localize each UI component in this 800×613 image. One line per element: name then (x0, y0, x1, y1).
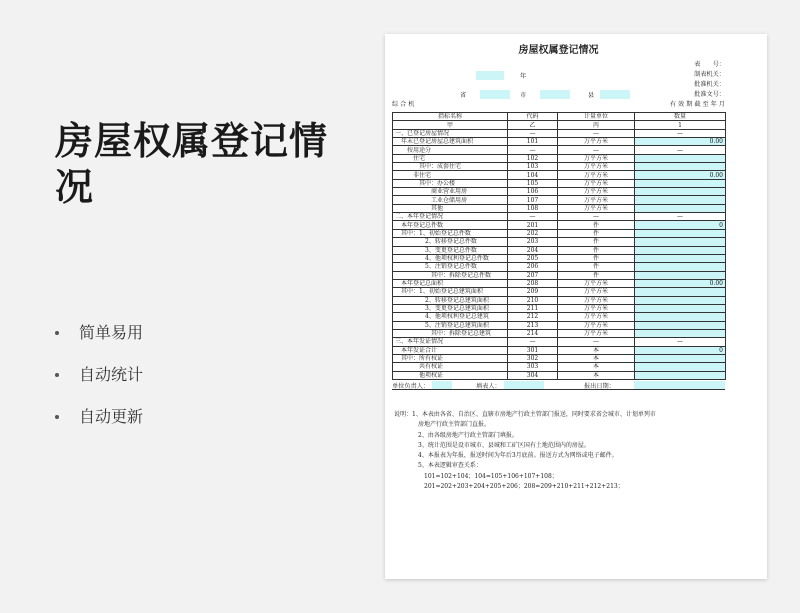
signature-row (392, 380, 725, 390)
row-unit: 万平方米 (558, 188, 635, 196)
row-unit: 件 (558, 246, 635, 254)
feature-label: 简单易用 (79, 323, 144, 342)
bullet-icon (55, 373, 59, 377)
table-row (393, 229, 726, 237)
table-row (393, 279, 726, 287)
row-name: 2、转移登记总建筑面积 (393, 296, 508, 304)
row-code: — (508, 338, 558, 346)
row-name: 工业仓储用房 (393, 196, 508, 204)
city-label: 市 (520, 92, 527, 99)
row-unit: 本 (558, 354, 635, 362)
row-name: 本年登记总件数 (393, 221, 508, 229)
row-unit: — (558, 338, 635, 346)
row-unit: 本 (558, 363, 635, 371)
row-unit: 件 (558, 263, 635, 271)
table-row (393, 154, 726, 162)
row-code: — (508, 146, 558, 154)
row-code: — (508, 213, 558, 221)
row-code: 203 (508, 238, 558, 246)
header-name: 指标名称 (393, 113, 508, 121)
row-name: 3、变更登记总件数 (393, 246, 508, 254)
row-name: 共有权证 (393, 363, 508, 371)
row-code: 205 (508, 254, 558, 262)
table-row (393, 313, 726, 321)
row-code: 102 (508, 154, 558, 162)
row-unit: 万平方米 (558, 321, 635, 329)
row-code: 108 (508, 204, 558, 212)
row-qty[interactable]: 0.00 (635, 279, 726, 287)
feature-item (52, 312, 143, 354)
row-code: 201 (508, 221, 558, 229)
row-qty[interactable] (635, 363, 726, 371)
row-qty: — (635, 338, 726, 346)
feature-item (52, 354, 143, 396)
row-unit: 万平方米 (558, 171, 635, 179)
row-name: 2、转移登记总件数 (393, 238, 508, 246)
row-code: 209 (508, 288, 558, 296)
row-unit: 万平方米 (558, 329, 635, 337)
row-code: 211 (508, 304, 558, 312)
row-name: 4、他项权利登记总建筑 (393, 313, 508, 321)
table-row (393, 329, 726, 337)
row-name: 非住宅 (393, 171, 508, 179)
register-table (392, 112, 726, 380)
meta-approval-no: 批准文号： (694, 91, 725, 98)
note-line: 5、本表逻辑审查关系： (418, 462, 482, 470)
row-qty[interactable] (635, 163, 726, 171)
row-name: 其中：1、初始登记总件数 (393, 229, 508, 237)
table-row (393, 171, 726, 179)
table-row (393, 263, 726, 271)
table-row (393, 146, 726, 154)
note-line: 3、统计范围是设市城市、县城和工矿区国有土地范围内的房屋。 (418, 441, 590, 449)
row-unit: 万平方米 (558, 163, 635, 171)
head-input[interactable] (432, 381, 452, 389)
year-label: 年 (520, 73, 527, 80)
note-line: 101=102+104；104=105+106+107+108； (424, 472, 558, 480)
row-qty[interactable] (635, 263, 726, 271)
row-qty: — (635, 213, 726, 221)
row-code: 104 (508, 171, 558, 179)
row-unit: 本 (558, 371, 635, 379)
row-code: 304 (508, 371, 558, 379)
table-subheader-row (393, 121, 726, 129)
row-qty[interactable] (635, 321, 726, 329)
province-label: 省 (460, 92, 467, 99)
row-unit: 万平方米 (558, 304, 635, 312)
bullet-icon (55, 415, 59, 419)
row-qty[interactable] (635, 304, 726, 312)
row-unit: 本 (558, 346, 635, 354)
row-qty[interactable] (635, 354, 726, 362)
document-meta (392, 60, 725, 112)
row-code: 301 (508, 346, 558, 354)
note-line: 201=202+203+204+205+206；208=209+210+211+212+213； (424, 483, 624, 491)
bullet-icon (55, 331, 59, 335)
row-code: 101 (508, 138, 558, 146)
row-unit: 件 (558, 271, 635, 279)
row-qty[interactable]: 0 (635, 221, 726, 229)
filler-label: 填表人： (476, 383, 501, 390)
row-name: 5、注销登记总建筑面积 (393, 321, 508, 329)
table-row (393, 346, 726, 354)
table-row (393, 213, 726, 221)
row-name: 住宅 (393, 154, 508, 162)
row-unit: 万平方米 (558, 138, 635, 146)
table-row (393, 288, 726, 296)
row-unit: 万平方米 (558, 196, 635, 204)
head-label: 单位负责人： (392, 383, 430, 390)
row-qty[interactable] (635, 271, 726, 279)
row-unit: 万平方米 (558, 288, 635, 296)
date-input[interactable] (634, 381, 725, 389)
row-code: — (508, 129, 558, 137)
table-row (393, 221, 726, 229)
row-code: 106 (508, 188, 558, 196)
row-name: 3、变更登记总建筑面积 (393, 304, 508, 312)
row-code: 303 (508, 363, 558, 371)
row-unit: 万平方米 (558, 313, 635, 321)
feature-list (52, 312, 143, 438)
row-code: 206 (508, 263, 558, 271)
row-qty: — (635, 146, 726, 154)
row-unit: 万平方米 (558, 179, 635, 187)
note-line: 2、由各级房地产行政主管部门填报。 (418, 431, 518, 439)
row-unit: — (558, 213, 635, 221)
row-name: 年末已登记房屋总建筑面积 (393, 138, 508, 146)
table-row (393, 188, 726, 196)
feature-label: 自动统计 (79, 365, 144, 384)
row-name: 4、他项权利登记总件数 (393, 254, 508, 262)
county-input[interactable] (600, 90, 630, 99)
feature-label: 自动更新 (79, 407, 144, 426)
row-qty[interactable] (635, 196, 726, 204)
row-name: 本年登记总面积 (393, 279, 508, 287)
row-qty[interactable] (635, 179, 726, 187)
subheader-unit: 丙 (558, 121, 635, 129)
row-name: 其中：办公楼 (393, 179, 508, 187)
row-name: 5、注销登记总件数 (393, 263, 508, 271)
row-unit: 万平方米 (558, 204, 635, 212)
row-unit: — (558, 129, 635, 137)
row-name: 一、已登记房屋情况 (393, 129, 508, 137)
document-preview (385, 34, 767, 579)
row-name: 其他 (393, 204, 508, 212)
row-code: 213 (508, 321, 558, 329)
table-row (393, 304, 726, 312)
row-code: 202 (508, 229, 558, 237)
row-code: 204 (508, 246, 558, 254)
row-name: 商业营业用房 (393, 188, 508, 196)
document-title: 房屋权属登记情况 (518, 45, 599, 56)
row-qty[interactable]: 0.00 (635, 138, 726, 146)
table-row (393, 238, 726, 246)
valid-label: 有 效 期 截 至 年 月 (669, 101, 725, 108)
row-name: 按用途分 (393, 146, 508, 154)
city-input[interactable] (540, 90, 570, 99)
county-label: 县 (588, 92, 595, 99)
row-name: 二、本年登记情况 (393, 213, 508, 221)
table-row (393, 271, 726, 279)
row-code: 208 (508, 279, 558, 287)
row-code: 103 (508, 163, 558, 171)
note-line: 房地产行政主管部门直报。 (418, 421, 491, 429)
row-name: 其中：1、初始登记总建筑面积 (393, 288, 508, 296)
row-name: 其中：拆除登记总件数 (393, 271, 508, 279)
notes-section (392, 410, 725, 492)
table-row (393, 321, 726, 329)
meta-approver: 批准机关： (694, 81, 725, 88)
date-label: 报出日期： (584, 383, 615, 390)
subheader-code: 乙 (508, 121, 558, 129)
row-qty[interactable] (635, 154, 726, 162)
year-input[interactable] (476, 71, 504, 80)
row-unit: 万平方米 (558, 296, 635, 304)
note-line: 4、本报表为年报，报送时间为年后3月底前。报送方式为网络或电子邮件。 (418, 452, 618, 460)
row-unit: — (558, 146, 635, 154)
row-code: 107 (508, 196, 558, 204)
row-code: 302 (508, 354, 558, 362)
row-qty[interactable] (635, 188, 726, 196)
row-code: 210 (508, 296, 558, 304)
row-name: 其中：所有权证 (393, 354, 508, 362)
table-header-row (393, 113, 726, 121)
table-row (393, 246, 726, 254)
document-content (392, 42, 725, 492)
row-qty[interactable] (635, 288, 726, 296)
row-name: 其中：拆除登记总建筑 (393, 329, 508, 337)
table-row (393, 254, 726, 262)
row-unit: 万平方米 (558, 154, 635, 162)
subheader-name: 甲 (393, 121, 508, 129)
row-name: 三、本年发证情况 (393, 338, 508, 346)
row-qty[interactable] (635, 229, 726, 237)
province-input[interactable] (480, 90, 510, 99)
row-qty: — (635, 129, 726, 137)
row-qty[interactable] (635, 254, 726, 262)
row-qty[interactable] (635, 238, 726, 246)
table-row (393, 138, 726, 146)
table-row (393, 196, 726, 204)
row-code: 105 (508, 179, 558, 187)
table-row (393, 371, 726, 379)
subheader-qty: 1 (635, 121, 726, 129)
feature-item (52, 396, 143, 438)
row-qty[interactable] (635, 371, 726, 379)
meta-table-no: 表 号： (694, 61, 725, 68)
header-code: 代码 (508, 113, 558, 121)
row-name: 本年发证合计 (393, 346, 508, 354)
row-qty[interactable] (635, 329, 726, 337)
header-qty: 数量 (635, 113, 726, 121)
row-name: 他项权证 (393, 371, 508, 379)
table-row (393, 204, 726, 212)
row-code: 214 (508, 329, 558, 337)
table-row (393, 163, 726, 171)
table-row (393, 338, 726, 346)
unit-label: 综 合 机 (392, 101, 415, 108)
row-qty[interactable] (635, 246, 726, 254)
row-qty[interactable] (635, 313, 726, 321)
table-row (393, 129, 726, 137)
row-qty[interactable]: 0.00 (635, 171, 726, 179)
row-unit: 件 (558, 238, 635, 246)
header-unit: 计量单位 (558, 113, 635, 121)
filler-input[interactable] (504, 381, 544, 389)
row-code: 207 (508, 271, 558, 279)
meta-issuer: 制表机关： (694, 71, 725, 78)
note-line: 说明：1、本表由各省、自治区、直辖市房地产行政主管部门报送，同时要求省会城市、计划单列市 (394, 411, 656, 418)
row-qty[interactable] (635, 296, 726, 304)
table-row (393, 354, 726, 362)
row-qty[interactable]: 0 (635, 346, 726, 354)
row-unit: 件 (558, 221, 635, 229)
row-name: 其中：成套住宅 (393, 163, 508, 171)
row-unit: 万平方米 (558, 279, 635, 287)
table-row (393, 296, 726, 304)
row-code: 212 (508, 313, 558, 321)
row-unit: 件 (558, 254, 635, 262)
row-unit: 件 (558, 229, 635, 237)
table-row (393, 179, 726, 187)
promo-title: 房屋权属登记情况 (55, 119, 329, 209)
table-row (393, 363, 726, 371)
row-qty[interactable] (635, 204, 726, 212)
